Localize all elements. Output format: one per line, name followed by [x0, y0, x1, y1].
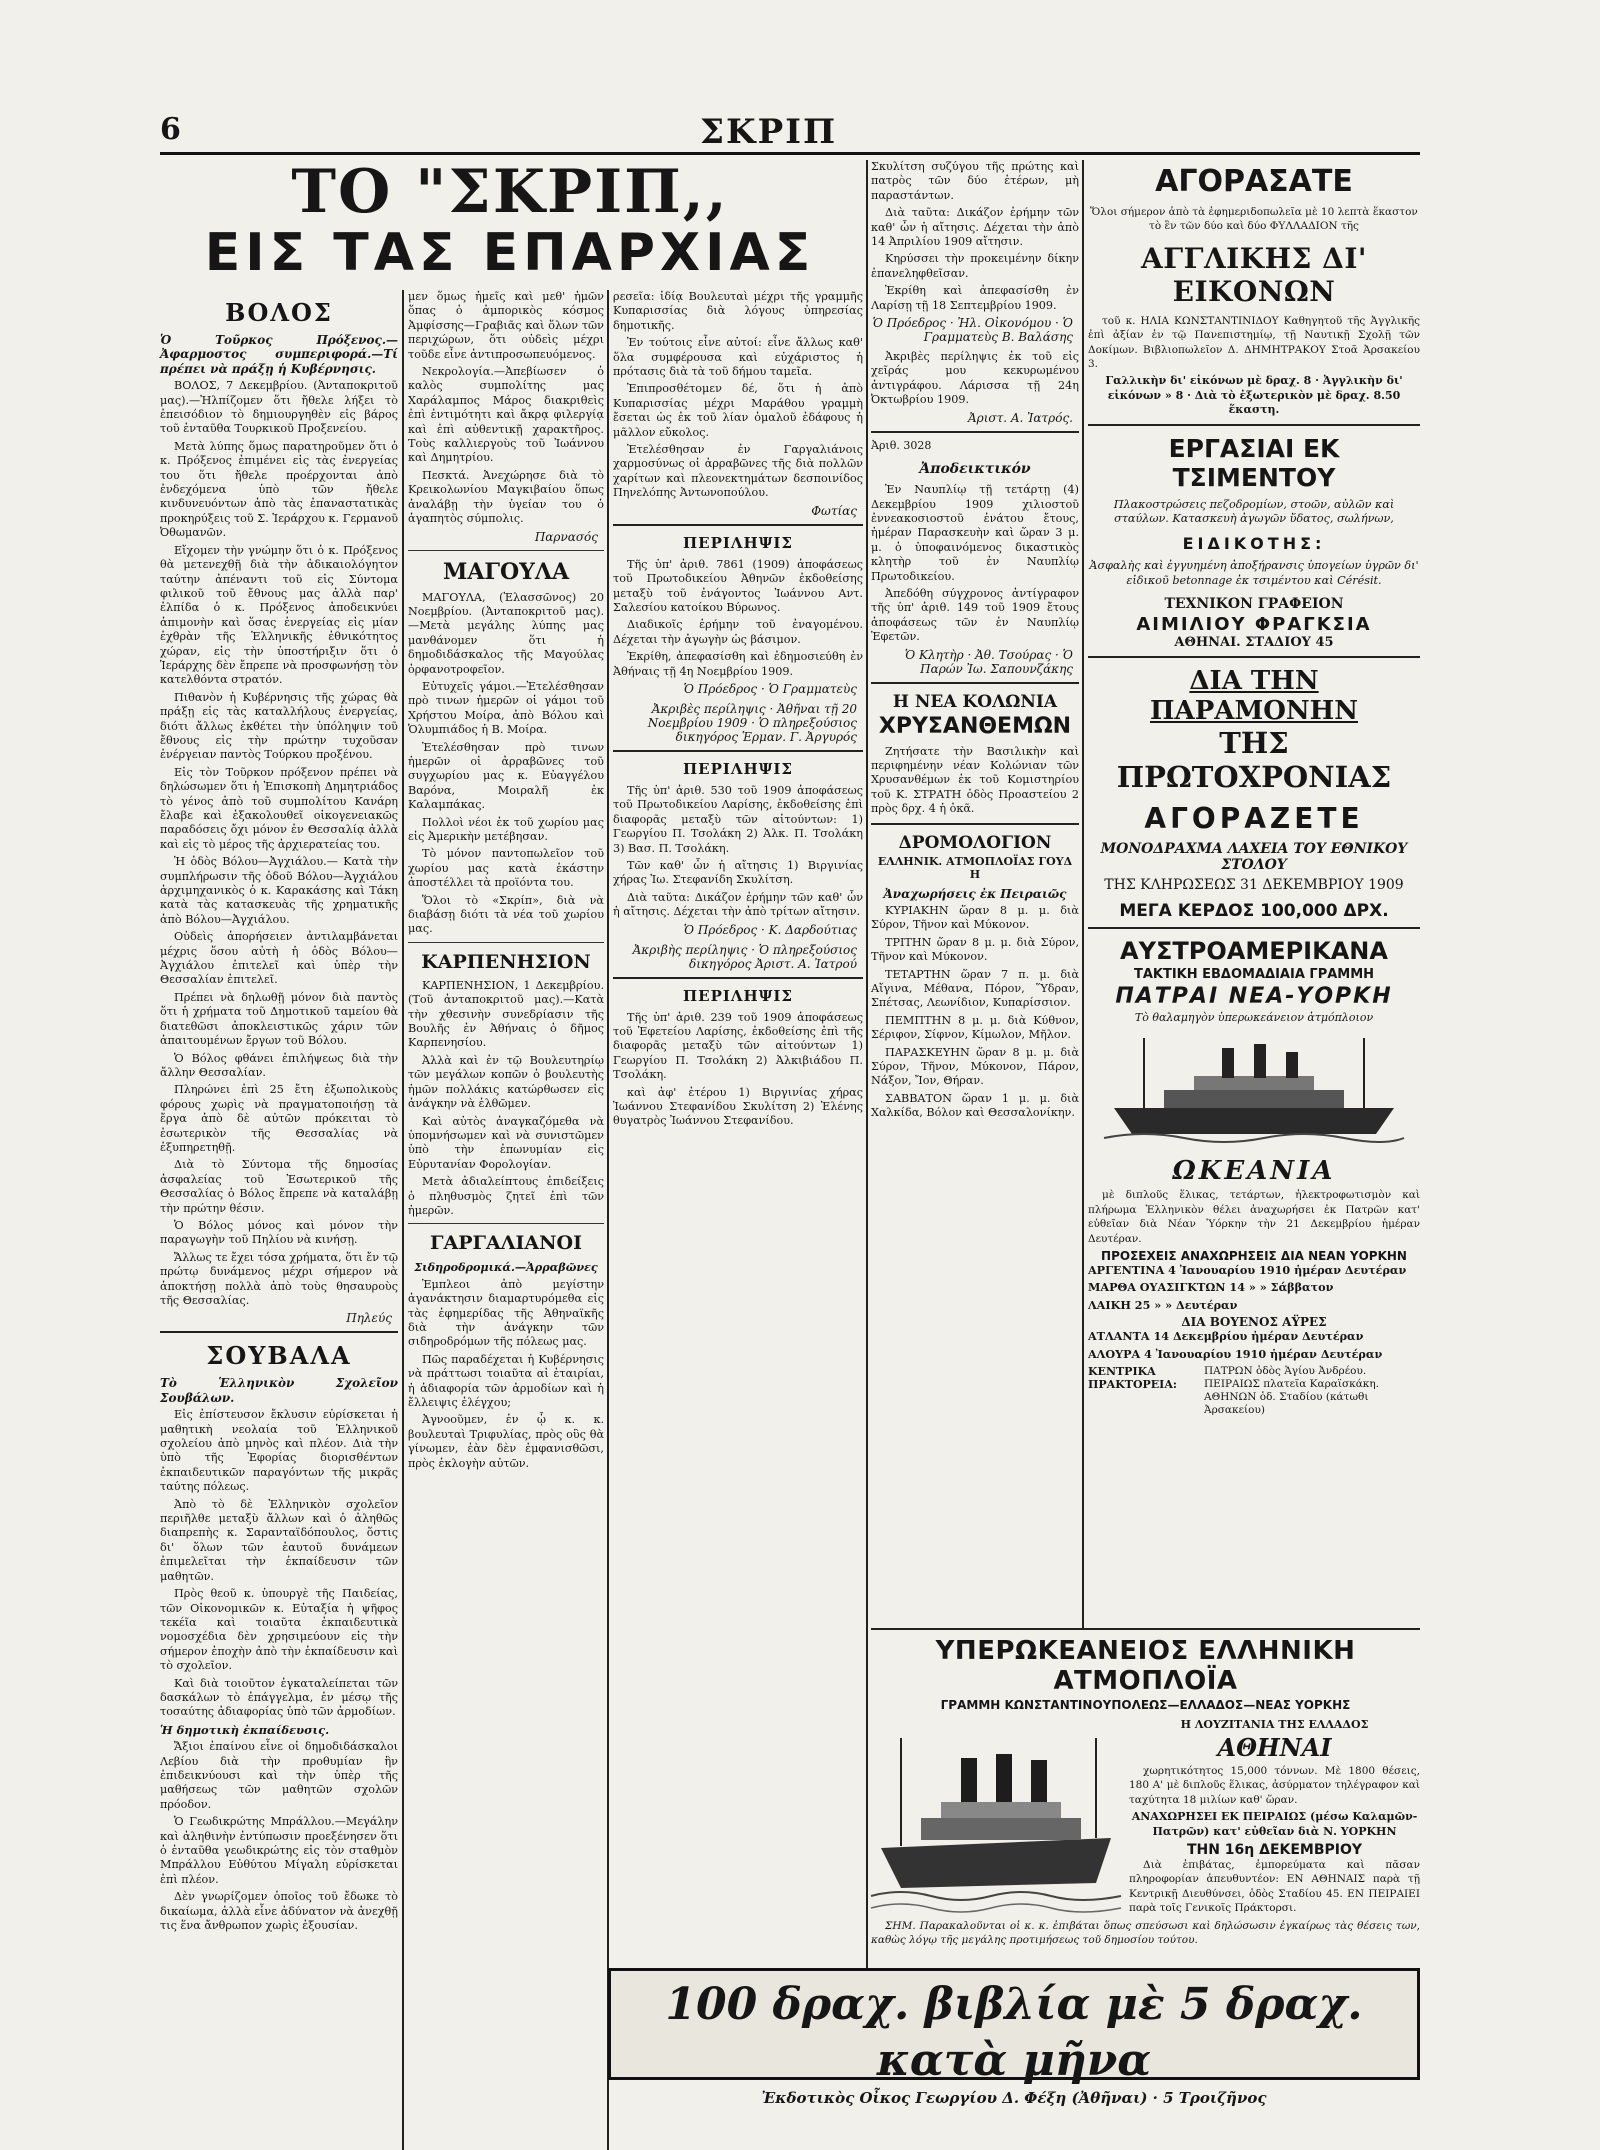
- document-number: Ἀριθ. 3028: [871, 438, 932, 452]
- article-paragraph: Διὰ ταῦτα: Δικάζον ἐρήμην τῶν καθ' ὧν ἡ αἴτησις. Δέχεται τὴν ἀπὸ τρίτων αἴτησιν.: [613, 890, 863, 919]
- ad-kentrika-label: ΚΕΝΤΡΙΚΑ ΠΡΑΚΤΟΡΕΙΑ:: [1088, 1364, 1177, 1391]
- ad-tech: ΤΕΧΝΙΚΟΝ ΓΡΑΦΕΙΟΝ: [1164, 596, 1344, 613]
- article-paragraph: Τῶν καθ' ὧν ἡ αἴτησις 1) Βιργινίας χήρας Ἰω. Στεφανίδη Σκυλίτση.: [613, 858, 863, 887]
- signature: Ἀριστ. Α. Ἰατρός.: [968, 410, 1073, 425]
- article-paragraph: Τὸ μόνον παντοπωλεῖον τοῦ χωρίου μας κατὰ ἑκάστην ἀποστέλλει τὰ προϊόντα του.: [408, 847, 604, 890]
- ad-klirosis: ΤΗΣ ΚΛΗΡΩΣΕΩΣ 31 ΔΕΚΕΜΒΡΙΟΥ 1909: [1104, 877, 1404, 894]
- section-title-perilipsis: ΠΕΡΙΛΗΨΙΣ: [682, 759, 794, 778]
- article-paragraph: ΜΑΓΟΥΛΑ, (Ἐλασσῶνος) 20 Νοεμβρίου. (Ἀνταποκριτοῦ μας).—Μετὰ μεγάλης λύπης μας μανθάνομεν ὅτι ἡ δημοδιδάσκαλος τῆς Μαγούλας ὀρφανοτροφεῖον.: [408, 590, 604, 676]
- signature: Ὁ Πρόεδρος · Ὁ Γραμματεὺς: [683, 681, 857, 696]
- article-paragraph: Ἐκρίθη, ἀπεφασίσθη καὶ ἐδημοσιεύθη ἐν Ἀθήναις τῇ 4η Νοεμβρίου 1909.: [613, 650, 863, 678]
- ad-hyper-details: [1129, 1718, 1420, 1919]
- section-rule: [408, 942, 604, 943]
- section-rule: [613, 750, 863, 752]
- sailing-entry: ΑΡΓΕΝΤΙΝΑ 4 Ἰανουαρίου 1910 ἡμέραν Δευτέραν: [1088, 1262, 1407, 1277]
- article-paragraph: καὶ ἀφ' ἑτέρου 1) Βιργινίας χήρας Ἰωάννου Στεφανίδου Σκυλίτση 2) Ἑλένης θυγατρὸς Ἰωάννου Στεφανίδου.: [613, 1085, 863, 1128]
- article-paragraph: ΚΑΡΠΕΝΗΣΙΟΝ, 1 Δεκεμβρίου. (Τοῦ ἀνταποκριτοῦ μας).—Κατὰ τὴν χθεσινὴν συνεδρίασιν τῆς Βουλῆς ἐν Ἀθήναις ὁ δῆμος Καρπενησίου.: [408, 978, 604, 1050]
- section-rule: [1088, 424, 1420, 426]
- section-title-magoula: ΜΑΓΟΥΛΑ: [442, 558, 570, 585]
- article-paragraph: Ἀκριβὲς περίληψις ἐκ τοῦ εἰς χεῖράς μου κεκυρωμένου ἀντιγράφου. Λάρισσα τῇ 24η Ὀκτωβρίου 1909.: [871, 350, 1079, 407]
- section-title-perilipsis: ΠΕΡΙΛΗΨΙΣ: [682, 533, 794, 552]
- article-paragraph: Οὐδεὶς ἀπορήσειεν ἀντιλαμβάνεται μέχρις ὅσου αὐτὴ ἡ ὁδὸς Βόλου—Ἀγχιάλου ἐπιτελεῖ καὶ ὑπὲρ τὴν Θεσσαλίαν ἐπιτελεῖ.: [160, 930, 398, 987]
- ad-agorazete: ΑΓΟΡΑΖΕΤΕ: [1144, 802, 1364, 836]
- signature: Ἀκριβὴς περίληψις · Ὁ πληρεξούσιος δικηγόρος Ἀριστ. Α. Ἰατρού: [632, 942, 857, 971]
- ad-anaxorisis: ΑΝΑΧΩΡΗΣΕΙ ΕΚ ΠΕΙΡΑΙΩΣ (μέσω Καλαμῶν-Πατρῶν) κατ' εὐθεῖαν διὰ Ν. ΥΟΡΚΗΝ: [1131, 1810, 1418, 1838]
- signature: Παρνασός: [534, 529, 598, 544]
- signature: Ὁ Πρόεδρος · Κ. Δαρδούτιας: [683, 922, 857, 937]
- gargalianoi-subhead: Σιδηροδρομικά.—Ἀρραβῶνες: [414, 1260, 598, 1275]
- ad-title-chrysanthemon: ΧΡΥΣΑΝΘΕΜΩΝ: [878, 713, 1072, 739]
- ocean-liner-illustration-icon: [871, 1718, 1121, 1918]
- schedule-entry: ΤΡΙΤΗΝ ὥραν 8 μ. μ. διὰ Σύρον, Τῆνον καὶ Μύκονον.: [871, 935, 1079, 964]
- article-paragraph: Διαδικοῖς ἐρήμην τοῦ ἐναγομένου. Δέχεται τὴν ἀγωγὴν ὡς βάσιμον.: [613, 618, 863, 646]
- ad-agorasate: ΑΓΟΡΑΣΑΤΕ: [1155, 164, 1353, 199]
- souvala-subhead-2: Ἡ δημοτικὴ ἐκπαίδευσις.: [160, 1722, 330, 1737]
- ad-text: Διὰ ἐπιβάτας, ἐμπορεύματα καὶ πᾶσαν πληροφορίαν ἀπευθυντέον: ΕΝ ΑΘΗΝΑΙΣ παρὰ τῇ Κεντρικῇ Διευθύνσει, ὁδὸς Σταδίου 45. ΕΝ ΠΕΙΡΑΙΕΙ παρὰ τοῖς Γενικοῖς Πράκτορσι.: [1129, 1859, 1420, 1915]
- article-paragraph: Ἐπιπροσθέτομεν δέ, ὅτι ἡ ἀπὸ Κυπαρισσίας μέχρι Μαράθου γραμμὴ ἔσεται ὡς ἐκ τοῦ λίαν ὁμαλοῦ ἐδάφους ἡ μᾶλλον εὔκολος.: [613, 382, 863, 439]
- steamship-illustration-icon: [1104, 1030, 1404, 1150]
- volos-subhead: Ὁ Τοῦρκος Πρόξενος.—Ἀφαρμοστος συμπεριφορά.—Τί πρέπει νὰ πράξῃ ἡ Κυβέρνησις.: [160, 333, 398, 376]
- signature: Ἀκριβὲς περίληψις · Ἀθῆναι τῇ 20 Νοεμβρίου 1909 · Ὁ πληρεξούσιος δικηγόρος Ἑρμαν. Γ. Ἀργυρός: [647, 701, 857, 744]
- article-paragraph: Εἴχομεν τὴν γνώμην ὅτι ὁ κ. Πρόξενος θὰ μετενεχθῇ διὰ τὴν ἀδικαιολόγητον ταύτην ἀπέναντι τοῦ εἰς Σύντομα φιλικοῦ τοῦ ἔθνους μας ἀλλὰ παρ' ἐλπίδα ὁ κ. Πρόξενος ἀποδεικνύει ἀπιμονὴν καὶ ὅσας ἐνεργείας εἰς μίαν ἐχθρὰν τῆς Ἑλληνικῆς ἐθνικότητος χώραν, εἰς τὴν ὑποστήριξιν ὅτι ὁ Ἱεράρχης δὲν ἔπρεπε νὰ προσφωνήσῃ τὸν κατελθόντα στρατόν.: [160, 543, 398, 687]
- ad-hyper-body: [871, 1718, 1420, 1919]
- article-paragraph: Μετὰ λύπης ὅμως παρατηροῦμεν ὅτι ὁ κ. Πρόξενος ἐπιμένει εἰς τὰς ἐνεργείας του ὅτι ἤθελε προέρχονται ἀπὸ ἐνδεχόμενα ὑπὸ τῶν ἤθελε κινδυνευόντων ἀπὸ τὰς ἐπαναστατικὰς προκηρύξεις τοῦ Σ. Ἱεράρχου κ. Γερμανοῦ Ὀθωμανῶν.: [160, 439, 398, 540]
- ad-banner-title: 100 δραχ. βιβλία μὲ 5 δραχ. κατὰ μῆνα: [665, 1979, 1363, 2086]
- article-paragraph: Διὰ ταῦτα: Δικάζον ἐρήμην τῶν καθ' ὧν ἡ αἴτησις. Δέχεται τὴν ἀπὸ 14 Ἀπριλίου 1909 αἴτησιν.: [871, 206, 1079, 249]
- article-paragraph: Σκυλίτση συζύγου τῆς πρώτης καὶ πατρὸς τῶν δύο ἑτέρων, μὴ παραστάντων.: [871, 160, 1079, 202]
- section-rule: [1088, 656, 1420, 658]
- ad-kentrika: [1088, 1365, 1420, 1417]
- ad-title-dromologion: ΔΡΟΜΟΛΟΓΙΟΝ: [898, 832, 1052, 853]
- ad-date: ΤΗΝ 16η ΔΕΚΕΜΒΡΙΟΥ: [1186, 1842, 1363, 1859]
- column-3: [613, 290, 863, 2130]
- article-paragraph: Ὁ Βόλος μόνος καὶ μόνον τὴν παραγωγὴν τοῦ Πηλίου νὰ κινήσῃ.: [160, 1218, 398, 1247]
- ad-text: τοῦ κ. ΗΛΙΑ ΚΩΝΣΤΑΝΤΙΝΙΔΟΥ Καθηγητοῦ τῆς Ἀγγλικῆς ἐπὶ ἀξίαν ἐν τῷ Πανεπιστημίῳ, τῇ Ναυτικῇ Σχολῇ τῶν Δοκίμων. Βιβλιοπωλεῖον Δ. ΔΗΜΗΤΡΑΚΟΥ Στοᾶ Ἀρσακείου 3.: [1088, 314, 1420, 371]
- ad-title-kolonia: Η ΝΕΑ ΚΟΛΩΝΙΑ: [892, 691, 1058, 712]
- ad-voudos: ΔΙΑ ΒΟΥΕΝΟΣ ΑΫΡΕΣ: [1181, 1315, 1327, 1330]
- article-paragraph: ΒΟΛΟΣ, 7 Δεκεμβρίου. (Ἀνταποκριτοῦ μας).—Ἠλπίζομεν ὅτι ἤθελε λήξει τὸ ἐπεισόδιον τὸ δημιουργηθὲν εἰς βάρος τοῦ ἐνταῦθα Τουρκικοῦ Προξενείου.: [160, 379, 398, 436]
- article-paragraph: Ἄξιοι ἐπαίνου εἶνε οἱ δημοδιδάσκαλοι Λεβίου διὰ τὴν προθυμίαν ἣν ἐπιδεικνύουσι καὶ τὴν ὑπὲρ τῆς μαθήσεως τῶν μαθητῶν σχολῶν πρόοδον.: [160, 1740, 398, 1811]
- article-paragraph: Ἐν τούτοις εἶνε αὐτοί: εἶνε ἄλλως καθ' ὅλα συμφέρουσα καὶ εὐχάριστος ἡ πρότασις διὰ τὰ τοῦ δήμου ταμεῖα.: [613, 336, 863, 379]
- article-paragraph: Εἰς τὸν Τοῦρκον πρόξενον πρέπει νὰ δηλώσωμεν ὅτι ἡ Ἐπισκοπὴ Δημητριάδος τὸ γένος ἀπὸ τοῦ συμπολίτου Κανάρη ἔλαβε καὶ ἐξακολουθεῖ οἰκογενειακῶς παραδόσεις ὄχι μόνον ἐν Θεσσαλίᾳ ἀλλὰ καὶ εἰς τὸ μέρος τῆς ἀρχιερατείας του.: [160, 765, 398, 851]
- schedule-entry: ΤΕΤΑΡΤΗΝ ὥραν 7 π. μ. διὰ Αἴγινα, Μέθανα, Πόρον, Ὕδραν, Σπέτσας, Λεωνίδιον, Κυπαρίσσιον.: [871, 967, 1079, 1010]
- article-paragraph: Ἀγνοοῦμεν, ἐν ᾧ κ. κ. βουλευταὶ Τριφυλίας, πρὸς οὓς θὰ γίνωμεν, ἐὰν δὲν ἐμφανισθῶσι, πρὸς ἐκλογὴν αὐτῶν.: [408, 1413, 604, 1470]
- signature: Ὁ Πρόεδρος · Ἠλ. Οἰκονόμου · Ὁ Γραμματεὺς Β. Βαλάσης: [872, 316, 1073, 345]
- ad-prices: Γαλλικὴν δι' εἰκόνων μὲ δραχ. 8 · Ἀγγλικὴν δι' εἰκόνων » 8 · Διὰ τὸ ἐξωτερικὸν μὲ δραχ. 8.50 ἕκαστη.: [1105, 374, 1403, 417]
- ad-text: Ζητήσατε τὴν Βασιλικὴν καὶ περιφημένην νέαν Κολώνιαν τῶν Χρυσανθέμων ἐκ τοῦ Κομιστηρίου τοῦ Κ. ΣΤΡΑΤΗ ὁδὸς Προαστείου 2 πρὸς δρχ. 4 ἡ ὀκᾶ.: [871, 744, 1079, 816]
- schedule-subhead: Ἀναχωρήσεις ἐκ Πειραιῶς: [883, 886, 1067, 901]
- ad-patrai: ΠΑΤΡΑΙ ΝΕΑ-ΥΟΡΚΗ: [1115, 984, 1393, 1010]
- article-paragraph: Πιθανὸν ἡ Κυβέρνησις τῆς χώρας θὰ πράξῃ εἰς τὰς καταλλήλους ἐνεργείας, διότι ἄλλως ἐκθέτει τὴν ὑπόληψιν τοῦ ἔθνους εἰς τὴν πρώτην τυχοῦσαν ἐνέργειαν παντὸς Τούρκου προξένου.: [160, 690, 398, 762]
- article-paragraph: Πεσκτά. Ἀνεχώρησε διὰ τὸ Κρεικολωνίου Μαγκιβαίου ὅπως ἀναλάβῃ τὴν ὑγείαν του ὁ ἀγαπητὸς σύμπολις.: [408, 468, 604, 526]
- paper-name: ΣΚΡΙΠ: [700, 112, 838, 152]
- section-rule: [871, 682, 1079, 684]
- column-2: [408, 290, 604, 2130]
- article-paragraph: Ὁ Βόλος φθάνει ἐπιλήψεως διὰ τὴν ἄλλην Θεσσαλίαν.: [160, 1051, 398, 1079]
- souvala-subhead: Τὸ Ἑλληνικὸν Σχολεῖον Σουβάλων.: [160, 1376, 398, 1405]
- article-paragraph: Πληρώνει ἐπὶ 25 ἔτη ἐξωπολικοὺς φόρους χωρὶς νὰ πραγματοποιήσῃ τὰ ἔργα ἀπὸ δὲ αὐτῶν πρόκειται τὸ ἐσωτερικὸν τῆς Θεσσαλίας νὰ ἐξυπηρετηθῇ.: [160, 1083, 398, 1154]
- section-rule: [613, 524, 863, 526]
- column-rule: [607, 290, 609, 2150]
- article-paragraph: Μετὰ ἀδιαλείπτους ἐπιδείξεις ὁ πληθυσμὸς ζητεῖ ἐπὶ τῶν ἡμερῶν.: [408, 1175, 604, 1217]
- section-title-souvala: ΣΟΥΒΑΛΑ: [206, 1341, 352, 1371]
- schedule-entry: ΠΑΡΑΣΚΕΥΗΝ ὥραν 8 μ. μ. διὰ Σύρον, Τῆνον, Μύκονον, Πάρον, Νάξον, Ἴον, Θήραν.: [871, 1045, 1079, 1088]
- ad-hyper-title: ΥΠΕΡΩΚΕΑΝΕΙΟΣ ΕΛΛΗΝΙΚΗ ΑΤΜΟΠΛΟΪΑ: [935, 1636, 1356, 1696]
- ad-monodraxma: ΜΟΝΟΔΡΑΧΜΑ ΛΑΧΕΙΑ ΤΟΥ ΕΘΝΙΚΟΥ ΣΤΟΛΟΥ: [1100, 841, 1408, 874]
- section-rule: [1088, 927, 1420, 929]
- section-rule: [408, 1223, 604, 1224]
- article-paragraph: Ἐτελέσθησαν πρὸ τινων ἡμερῶν οἱ ἀρραβῶνες τοῦ συγχωρίου μας κ. Εὐαγγέλου Βαρόνα, Μοιραλῆ ἐκ Καλαμπάκας.: [408, 740, 604, 812]
- article-paragraph: Πῶς παραδέχεται ἡ Κυβέρνησις νὰ πράττωσι τοιαῦτα αἱ ἑταιρίαι, ἡ ἀδιαφορία τῶν ἀρμοδίων καὶ ἡ ἔλλειψις ἐλέγχου;: [408, 1352, 604, 1409]
- page-number: 6: [160, 112, 181, 147]
- sailing-entry: ΜΑΡΘΑ ΟΥΑΣΙΓΚΤΩΝ 14 » » Σάββατον: [1088, 1280, 1334, 1295]
- article-paragraph: Πολλοὶ νέοι ἐκ τοῦ χωρίου μας εἰς Ἀμερικὴν μετέβησαν.: [408, 815, 604, 843]
- ad-banner-books: [608, 1968, 1420, 2107]
- ad-text: χωρητικότητος 15,000 τόννων. Μὲ 1800 θέσεις, 180 Α' μὲ διπλοῦς ἕλικας, ἀσύρματον τηλέγραφον καὶ ταχύτητα 18 μιλίων καθ' ὥραν.: [1129, 1765, 1420, 1806]
- article-paragraph: Τῆς ὑπ' ἀριθ. 239 τοῦ 1909 ἀποφάσεως τοῦ Ἐφετείου Λαρίσης, ἐκδοθείσης ἐπὶ τῆς διαφορᾶς μεταξὺ τῶν αἰτούντων 1) Γεωργίου Π. Τσολάκη 2) Ἀλκιβιάδου Π. Τσολάκη.: [613, 1010, 863, 1082]
- ad-note: ΣΗΜ. Παρακαλοῦνται οἱ κ. κ. ἐπιβάται ὅπως σπεύσωσι καὶ δηλώσωσιν ἐγκαίρως τὰς θέσεις των, καθὼς λόγῳ τῆς μεγάλης προτιμήσεως τοῦ δημοσίου τούτου.: [871, 1919, 1420, 1947]
- article-paragraph: Τῆς ὑπ' ἀριθ. 7861 (1909) ἀποφάσεως τοῦ Πρωτοδικείου Ἀθηνῶν ἐκδοθείσης μεταξὺ τοῦ ἐνάγοντος Ἰωάννου Αντ. Σαλεσίου κατοίκου Βύρωνος.: [613, 557, 863, 614]
- ad-banner-subtitle: Ἐκδοτικὸς Οἶκος Γεωργίου Δ. Φέξη (Ἀθῆναι) · 5 Τροιζῆνος: [761, 2089, 1267, 2107]
- main-headline-block: [160, 157, 860, 288]
- article-paragraph: Εὐτυχεῖς γάμοι.—Ἑτελέσθησαν πρὸ τινων ἡμερῶν οἱ γάμοι τοῦ Χρήστου Μοίρα, ἀπὸ Βόλου καὶ Ὁλυμπιάδος ἡ Β. Μοίρα.: [408, 679, 604, 737]
- section-title-karpenision: ΚΑΡΠΕΝΗΣΙΟΝ: [421, 950, 591, 973]
- article-paragraph: Ἐτελέσθησαν ἐν Γαργαλιάνοις χαρμοσύνως οἱ ἀρραβῶνες τῆς διὰ πολλῶν χαρίτων καὶ πλεονεκτημάτων δεσποινίδος Πηνελόπης Ἀντωνοπούλου.: [613, 443, 863, 500]
- article-paragraph: Κηρύσσει τὴν προκειμένην δίκην ἐπανεληφθεῖσαν.: [871, 252, 1079, 280]
- section-title-apodeiktikon: Ἀποδεικτικόν: [919, 461, 1031, 478]
- article-paragraph: Πρέπει νὰ δηλωθῇ μόνον διὰ παντὸς ὅτι ἡ χρήματα τοῦ Δημοτικοῦ ταμείου θὰ διατεθῶσι ἀποκλειστικῶς χάριν τῶν ἀπαιτουμένων ἔργων τοῦ Βόλου.: [160, 990, 398, 1048]
- headline-skrip: ΤΟ "ΣΚΡΙΠ,,: [291, 157, 729, 227]
- article-paragraph: Ἐμπλεοι ἀπὸ μεγίστην ἀγανάκτησιν διαμαρτυρόμεθα εἰς τὰς ἐφημερίδας τῆς Ἀθηναϊκῆς διὰ τὴν ἀνάγκην τῶν σιδηροδρόμων τῆς πόλεως μας.: [408, 1277, 604, 1349]
- section-title-perilipsis: ΠΕΡΙΛΗΨΙΣ: [682, 986, 794, 1005]
- article-paragraph: Ἡ ὁδὸς Βόλου—Ἀγχιάλου.— Κατὰ τὴν συμπλήρωσιν τῆς ὁδοῦ Βόλου—Ἀγχιάλου ἀρχιμηχανικὸς ὁ κ. Καρακάσης καὶ Τάκη κατὰ τὰς κατασκευὰς τῆς χρηματικῆς ἀπὸ Βόλου—Ἀγχιάλου.: [160, 855, 398, 926]
- article-paragraph: Ἀπὸ τὸ δὲ Ἑλληνικὸν σχολεῖον περιῆλθε μεταξὺ ἄλλων καὶ ὁ ἀληθῶς διαπρεπὴς κ. Σαρανταϊδόπουλος, ὅστις δι' ὅλων τῶν ἑαυτοῦ δυνάμεων ἐπιμελεῖται τὴν ἐκπαίδευσιν τῶν μαθητῶν.: [160, 1497, 398, 1583]
- signature: Ὁ Κλητὴρ · Ἀθ. Τσούρας · Ὁ Παρών Ἰω. Σαπουνζάκης: [904, 647, 1073, 676]
- column-rule: [402, 290, 404, 2150]
- ad-hyper-line: ΓΡΑΜΜΗ ΚΩΝΣΤΑΝΤΙΝΟΥΠΟΛΕΩΣ—ΕΛΛΑΔΟΣ—ΝΕΑΣ ΥΟΡΚΗΣ: [940, 1698, 1351, 1712]
- section-rule: [613, 977, 863, 979]
- section-rule: [160, 1331, 398, 1333]
- ad-aimiliou-address: ΑΘΗΝΑΙ. ΣΤΑΔΙΟΥ 45: [1174, 635, 1334, 651]
- ad-hyperokeanios: [871, 1628, 1420, 1964]
- article-paragraph: Ἄλλως τε ἔχει τόσα χρήματα, ὅτι ἔν τῷ πρώτῳ δυνάμενος μέχρι σήμερον νὰ ἀποκτήσῃ πολλὰ ἀπὸ τοὺς θησαυροὺς τῆς Θεσσαλίας.: [160, 1250, 398, 1307]
- ad-austro: ΑΥΣΤΡΟΑΜΕΡΙΚΑΝΑ: [1120, 937, 1388, 966]
- ad-eidikotis: ΕΙΔΙΚΟΤΗΣ:: [1182, 534, 1326, 554]
- article-paragraph: Ὅλοι τὸ «Σκρίπ», διὰ νὰ διαβάσῃ διότι τὰ νέα τοῦ χωρίου μας.: [408, 893, 604, 936]
- article-paragraph: μεν ὅμως ἡμεῖς καὶ μεθ' ἡμῶν ὅπας ὁ ἀμπορικὸς κόσμος Ἀμφίσσης—Γραβιᾶς καὶ ὅλων τῶν περιχώρων, ὅτι οὐδεὶς μέχρι τοῦδε εἶνε ἀντιπροσωπευόμενος.: [408, 290, 604, 361]
- masthead-rule: [160, 152, 1420, 155]
- article-paragraph: ρεσεῖα: ἰδίᾳ Βουλευταὶ μέχρι τῆς γραμμῆς Κυπαρισσίας διὰ λόγους ὑπηρεσίας δημοτικῆς.: [613, 290, 863, 332]
- article-paragraph: Ὁ Γεωδικρώτης Μπράλλου.—Μεγάλην καὶ ἀληθινὴν ἐντύπωσιν προεξένησεν ὅτι ὁ ἐνταῦθα γεωδικρώτης εἰς τὸν σταθμὸν Μπράλλου Εὐθύτου Μίγαλη εὑρίσκεται ἐπὶ πλέον.: [160, 1815, 398, 1886]
- article-paragraph: Εἰς ἐπίστευσον ἔκλυσιν εὐρίσκεται ἡ μαθητικὴ νεολαία τοῦ Ἑλληνικοῦ σχολείου ἀπὸ μηνὸς καὶ πλέον. Διὰ τὴν ὑπὸ τῆς Ἐφορίας διορισθέντων ἐκπαιδευτικῶν παραγόντων τῆς μικρᾶς ταύτης πόλεως.: [160, 1408, 398, 1494]
- section-title-gargalianoi: ΓΑΡΓΑΛΙΑΝΟΙ: [430, 1232, 582, 1255]
- ad-okeania: ΩΚΕΑΝΙΑ: [1172, 1156, 1336, 1187]
- ad-text: μὲ διπλοῦς ἕλικας, τετάρτων, ἠλεκτροφωτισμὸν καὶ πλήρωμα Ἑλληνικὸν θέλει ἀναχωρήσει ἐκ Πατρῶν κατ' εὐθεῖαν διὰ Νέαν Ὑόρκην τὴν 21 Δεκεμβρίου ἡμέραν Δευτέραν.: [1088, 1189, 1420, 1245]
- article-paragraph: Δὲν γνωρίζομεν ὁποῖος τοῦ ἔδωκε τὸ δικαίωμα, ἀλλὰ εἶνε ἀδύνατον νὰ ἀνεχθῇ τις ἕνα ἄνθρωπον χωρὶς ἐξουσίαν.: [160, 1890, 398, 1933]
- section-rule: [871, 823, 1079, 825]
- ad-kerdos: ΜΕΓΑ ΚΕΡΔΟΣ 100,000 ΔΡΧ.: [1119, 901, 1389, 922]
- ad-protoxronias: ΤΗΣ ΠΡΩΤΟΧΡΟΝΙΑΣ: [1116, 726, 1392, 795]
- article-paragraph: Νεκρολογία.—Ἀπεβίωσεν ὁ καλὸς συμπολίτης μας Χαράλαμπος Μάρος διακριθεὶς ἐπὶ ἐντιμότητι καὶ ἄκρᾳ φιλεργίᾳ καὶ ἐπὶ αὐθεντικῇ χαρακτῆρος. Τοὺς καλλιεργοὺς τοῦ Ἰωάννου καὶ Δημητρίου.: [408, 365, 604, 465]
- schedule-entry: ΚΥΡΙΑΚΗΝ ὥραν 8 μ. μ. διὰ Σύρον, Τῆνον καὶ Μύκονον.: [871, 904, 1079, 932]
- article-paragraph: Ἐκρίθη καὶ ἀπεφασίσθη ἐν Λαρίσῃ τῇ 18 Σεπτεμβρίου 1909.: [871, 284, 1079, 312]
- article-paragraph: Πρὸς θεοῦ κ. ὑπουργὲ τῆς Παιδείας, τῶν Οἰκονομικῶν κ. Εὐταξία ἡ ψῆφος τεκέῖα καὶ τοιαῦτα ἐκπαιδευτικὰ νομοσχέδια δὲν χρησιμεύουν εἰς τὴν σήμερον ἐποχὴν ἀπὸ τὴν ἐκπαίδευσιν καὶ τὸ σχολεῖον.: [160, 1587, 398, 1673]
- ad-kentrika-text: ΠΑΤΡΩΝ ὁδὸς Ἁγίου Ἀνδρέου. ΠΕΙΡΑΙΩΣ πλατεῖα Καραϊσκάκη. ΑΘΗΝΩΝ ὁδ. Σταδίου (κάτωθι Ἀρσακείου): [1204, 1364, 1379, 1416]
- ad-taktiki: ΤΑΚΤΙΚΗ ΕΒΔΟΜΑΔΙΑΙΑ ΓΡΑΜΜΗ: [1133, 967, 1375, 983]
- column-rule: [866, 160, 868, 2040]
- article-paragraph: Ἐν Ναυπλίῳ τῇ τετάρτῃ (4) Δεκεμβρίου 1909 χιλιοστοῦ ἐννεακοσιοστοῦ ἐνάτου ἔτους, ἡμέραν Παρασκευὴν καὶ ὥραν 3 μ. μ. ὁ ὑποφαινόμενος δικαστικὸς κλητὴρ τοῦ ἐν Ναυπλίῳ Πρωτοδικείου.: [871, 483, 1079, 583]
- masthead: [0, 112, 1600, 152]
- article-paragraph: Διὰ τὸ Σύντομα τῆς δημοσίας ἀσφαλείας τοῦ Ἐσωτερικοῦ τῆς Θεσσαλίας ὁ Βόλος ἔπρεπε νὰ καταλάβῃ τὴν πρώτην θέσιν.: [160, 1158, 398, 1215]
- ad-ergasiai: ΕΡΓΑΣΙΑΙ ΕΚ ΤΣΙΜΕΝΤΟΥ: [1168, 433, 1340, 492]
- schedule-entry: ΠΕΜΠΤΗΝ 8 μ. μ. διὰ Κύθνον, Σέριφον, Σίφνον, Κίμωλον, Μῆλον.: [871, 1013, 1079, 1042]
- schedule-entry: ΣΑΒΒΑΤΟΝ ὥραν 1 μ. μ. διὰ Χαλκίδα, Βόλον καὶ Θεσσαλονίκην.: [871, 1091, 1079, 1120]
- ad-text: Ἀσφαλὴς καὶ ἐγγυημένη ἀποξήρανσις ὑπογείων ὑγρῶν δι' εἰδικοῦ betonnage ἐκ τσιμέντου καὶ Cérésit.: [1089, 559, 1419, 587]
- section-rule: [871, 431, 1079, 433]
- ad-paramoni: ΔΙΑ ΤΗΝ ΠΑΡΑΜΟΝΗΝ: [1150, 666, 1358, 727]
- signature: Πηλεύς: [346, 1311, 392, 1326]
- ad-thalamigo: Τὸ θαλαμηγὸν ὑπερωκεάνειον ἀτμόπλοιον: [1134, 1011, 1374, 1025]
- article-paragraph: Καὶ διὰ τοιοῦτον ἐγκαταλείπεται τῶν δασκάλων τὸ ἐπάγγελμα, ἐν μέσῳ τῆς τοσαύτης ἀδιαφορίας ὑπὸ τῶν ἀρμοδίων.: [160, 1676, 398, 1719]
- ad-agglikis: ΑΓΓΛΙΚΗΣ ΔΙ' ΕΙΚΟΝΩΝ: [1140, 241, 1368, 308]
- ad-lusitania: Η ΛΟΥΖΙΤΑΝΙΑ ΤΗΣ ΕΛΛΑΔΟΣ: [1180, 1718, 1369, 1731]
- article-paragraph: Ἀπεδόθη σύγχρονος ἀντίγραφον τῆς ὑπ' ἀριθ. 149 τοῦ 1909 ἔτους ἀποφάσεως τῶν ἐν Ναυπλίῳ Ἐφετῶν.: [871, 586, 1079, 644]
- ad-prosexeis: ΠΡΟΣΕΧΕΙΣ ΑΝΑΧΩΡΗΣΕΙΣ ΔΙΑ ΝΕΑΝ ΥΟΡΚΗΝ: [1101, 1248, 1407, 1263]
- signature: Φωτίας: [811, 503, 857, 518]
- headline-eparchias: ΕΙΣ ΤΑΣ ΕΠΑΡΧΙΑΣ: [204, 223, 816, 283]
- ad-aimiliou: ΑΙΜΙΛΙΟΥ ΦΡΑΓΚΣΙΑ: [1136, 614, 1372, 636]
- article-paragraph: Τῆς ὑπ' ἀριθ. 530 τοῦ 1909 ἀποφάσεως τοῦ Πρωτοδικείου Λαρίσης, ἐκδοθείσης ἐπὶ διαφορᾶς μεταξὺ τῶν αἰτούντων: 1) Γεωργίου Π. Τσολάκη 2) Ἀλκ. Π. Τσολάκη 3) Βασ. Π. Τσολάκη.: [613, 783, 863, 855]
- section-title-volos: ΒΟΛΟΣ: [225, 298, 333, 327]
- sailing-entry: ΑΤΛΑΝΤΑ 14 Δεκεμβρίου ἡμέραν Δευτέραν: [1088, 1329, 1364, 1344]
- ad-text: Ὅλοι σήμερον ἀπὸ τὰ ἐφημεριδοπωλεῖα μὲ 10 λεπτὰ ἕκαστον τὸ ἓν τῶν δύο καὶ δύο ΦΥΛΛΑΔΙΟΝ τῆς: [1090, 206, 1418, 233]
- ad-text: Πλακοστρώσεις πεζοδρομίων, στοῶν, αὐλῶν καὶ σταύλων. Κατασκευὴ ἀγωγῶν ὕδατος, σωλήνων,: [1113, 497, 1395, 526]
- sailing-entry: ΑΛΟΥΡΑ 4 Ἰανουαρίου 1910 ἡμέραν Δευτέραν: [1088, 1346, 1383, 1361]
- ad-athinai-ship: ΑΘΗΝΑΙ: [1217, 1733, 1332, 1762]
- column-1: [160, 290, 398, 2130]
- sailing-entry: ΛΑΙΚΗ 25 » » Δευτέραν: [1088, 1297, 1238, 1312]
- article-paragraph: Καὶ αὐτὸς ἀναγκαζόμεθα νὰ ὑπομνήσωμεν καὶ νὰ συνιστῶμεν ὑπὸ τὴν ἐπωνυμίαν εἰς Εὐρυτανίαν Φορολογίαν.: [408, 1114, 604, 1171]
- ad-title-atmoploia: ΕΛΛΗΝΙΚ. ΑΤΜΟΠΛΟΪΑΣ ΓΟΥΔ Η: [877, 854, 1073, 881]
- section-rule: [408, 550, 604, 551]
- article-paragraph: Ἀλλὰ καὶ ἐν τῷ Βουλευτηρίῳ τῶν μεγάλων κοπῶν ὁ βουλευτὴς ἡμῶν πολλάκις κατώρθωσεν εἰς ἀνάγκην νὰ ἐλθῶμεν.: [408, 1053, 604, 1111]
